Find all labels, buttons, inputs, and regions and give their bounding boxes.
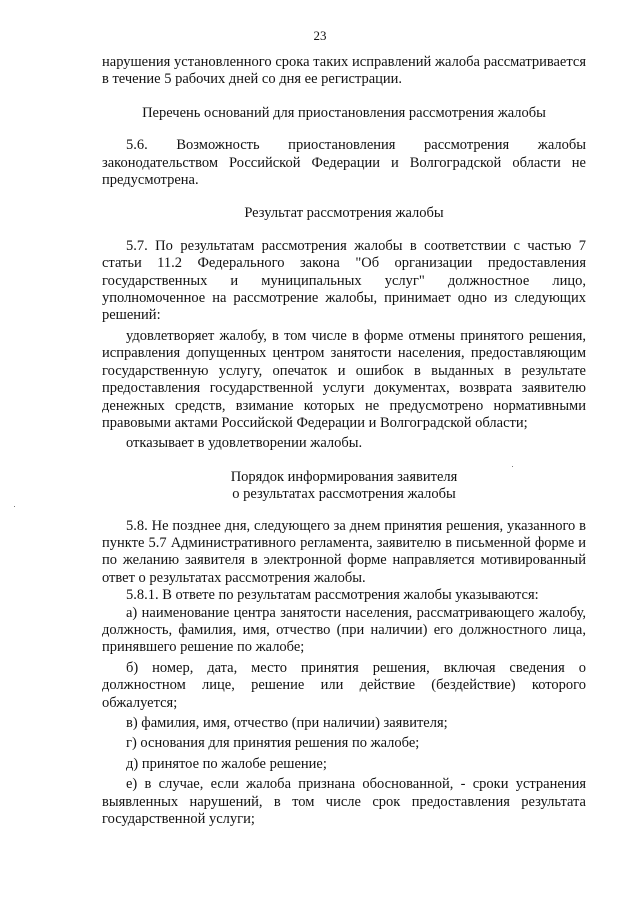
heading-inform bbox=[102, 469, 586, 504]
heading-suspension: Перечень оснований для приостановления рассмотрения жалобы bbox=[142, 104, 546, 121]
scan-speck bbox=[14, 506, 15, 507]
list-item-e: е) в случае, если жалоба признана обоснованной, - сроки устранения выявленных нарушений, в том числе срок предоставления результата государственной услуги; bbox=[102, 776, 586, 828]
scan-speck bbox=[512, 466, 513, 467]
paragraph-5-6: 5.6. Возможность приостановления рассмотрения жалобы законодательством Российской Федерации и Волгоградской области не предусмотрена. bbox=[102, 137, 586, 189]
paragraph-5-8: 5.8. Не позднее дня, следующего за днем принятия решения, указанного в пункте 5.7 Административного регламента, заявителю в письменной форме и по желанию заявителя в электронной форме направляется мотивированный ответ о результатах рассмотрения жалобы. bbox=[102, 517, 586, 586]
list-item-d: д) принятое по жалобе решение; bbox=[126, 755, 327, 772]
paragraph-5-8-1: 5.8.1. В ответе по результатам рассмотрения жалобы указываются: bbox=[126, 587, 539, 604]
decision-refuse: отказывает в удовлетворении жалобы. bbox=[126, 435, 363, 452]
list-item-g: г) основания для принятия решения по жалобе; bbox=[126, 735, 420, 752]
list-item-v: в) фамилия, имя, отчество (при наличии) заявителя; bbox=[126, 715, 448, 731]
heading-inform-line1: Порядок информирования заявителя bbox=[230, 468, 458, 485]
decision-satisfy: удовлетворяет жалобу, в том числе в форме отмены принятого решения, исправления допущенных центром занятости населения, предоставляющим государственную услугу, опечаток и ошибок в выданных в результате предоставления государственной услуги документах, возврата заявителю денежных средств, взимание которых не предусмотрено нормативными правовыми актами Российской Федерации и Волгоградской области; bbox=[102, 327, 586, 431]
heading-inform-line2: о результатах рассмотрения жалобы bbox=[232, 486, 456, 503]
intro-paragraph: нарушения установленного срока таких исправлений жалоба рассматривается в течение 5 рабочих дней со дня ее регистрации. bbox=[102, 54, 586, 88]
list-item-b: б) номер, дата, место принятия решения, включая сведения о должностном лице, решение или действие (бездействие) которого обжалуется; bbox=[102, 659, 586, 711]
list-item-a: а) наименование центра занятости населения, рассматривающего жалобу, должность, фамилия, имя, отчество (при наличии) его должностного лица, принявшего решение по жалобе; bbox=[102, 604, 586, 656]
document-body bbox=[102, 54, 586, 828]
page-number: 23 bbox=[313, 28, 327, 43]
heading-result: Результат рассмотрения жалобы bbox=[244, 205, 444, 222]
paragraph-5-7: 5.7. По результатам рассмотрения жалобы в соответствии с частью 7 статьи 11.2 Федерального закона "Об организации предоставления государственных и муниципальных услуг" должностное лицо, уполномоченное на рассмотрение жалобы, принимает одно из следующих решений: bbox=[102, 237, 586, 324]
